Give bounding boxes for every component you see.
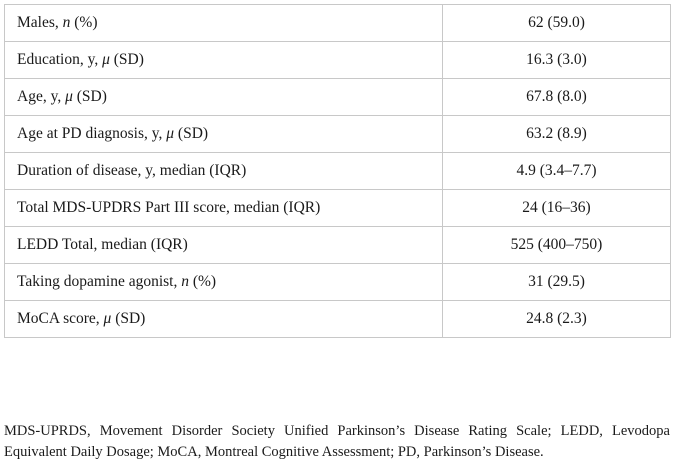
table-row — [5, 79, 671, 116]
table-row — [5, 264, 671, 301]
row-value: 16.3 (3.0) — [443, 42, 671, 79]
row-value: 62 (59.0) — [443, 5, 671, 42]
row-value: 31 (29.5) — [443, 264, 671, 301]
row-label: Total MDS-UPDRS Part III score, median (IQR) — [5, 190, 443, 227]
row-label: Taking dopamine agonist, n (%) — [5, 264, 443, 301]
table-row — [5, 190, 671, 227]
row-label: Age at PD diagnosis, y, μ (SD) — [5, 116, 443, 153]
row-value: 67.8 (8.0) — [443, 79, 671, 116]
table-row — [5, 153, 671, 190]
table-row — [5, 42, 671, 79]
table-row — [5, 5, 671, 42]
table-row — [5, 301, 671, 338]
row-label: Males, n (%) — [5, 5, 443, 42]
row-label: Age, y, μ (SD) — [5, 79, 443, 116]
row-label: Education, y, μ (SD) — [5, 42, 443, 79]
demographics-table — [4, 4, 671, 338]
table-row — [5, 227, 671, 264]
row-value: 525 (400–750) — [443, 227, 671, 264]
row-label: LEDD Total, median (IQR) — [5, 227, 443, 264]
row-value: 4.9 (3.4–7.7) — [443, 153, 671, 190]
row-label: Duration of disease, y, median (IQR) — [5, 153, 443, 190]
table-row — [5, 116, 671, 153]
row-value: 63.2 (8.9) — [443, 116, 671, 153]
row-value: 24.8 (2.3) — [443, 301, 671, 338]
table-footnote: MDS-UPRDS, Movement Disorder Society Unified Parkinson’s Disease Rating Scale; LEDD, Levodopa Equivalent Daily Dosage; MoCA, Montreal Cognitive Assessment; PD, Parkinson’s Disease. — [4, 422, 670, 460]
row-value: 24 (16–36) — [443, 190, 671, 227]
row-label: MoCA score, μ (SD) — [5, 301, 443, 338]
